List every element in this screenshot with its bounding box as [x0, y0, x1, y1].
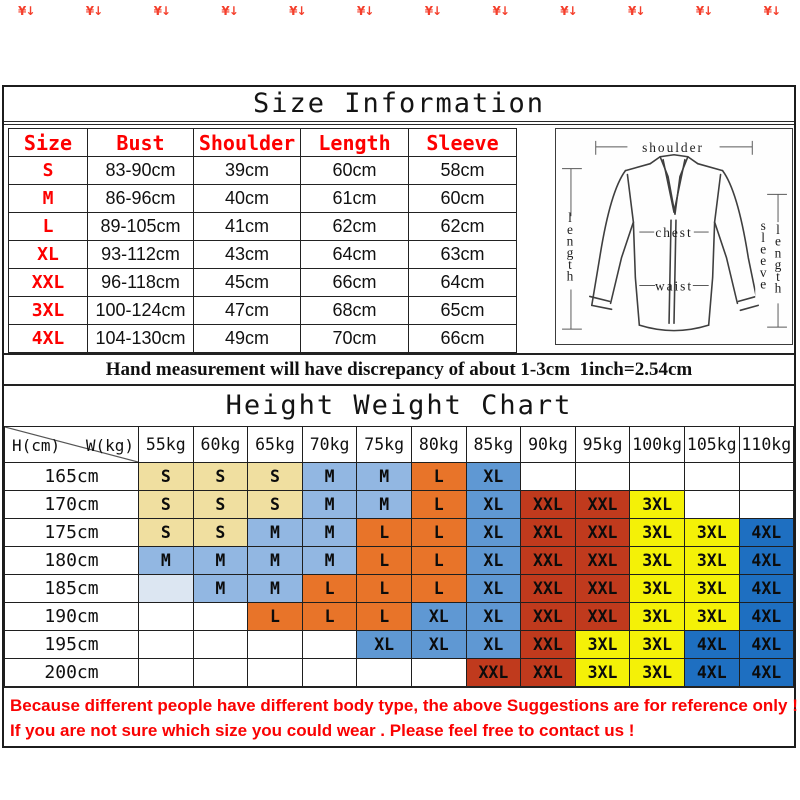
size-recommendation-cell: M: [302, 547, 357, 575]
empty-cell: [739, 491, 794, 519]
size-label-cell: XL: [9, 241, 88, 269]
size-label-cell: XXL: [9, 269, 88, 297]
size-recommendation-cell: M: [248, 547, 303, 575]
size-recommendation-cell: XXL: [575, 519, 630, 547]
measurement-cell: 60cm: [301, 157, 409, 185]
size-recommendation-cell: S: [193, 519, 248, 547]
measurement-cell: 65cm: [409, 297, 517, 325]
size-recommendation-cell: M: [357, 491, 412, 519]
size-recommendation-cell: XXL: [521, 547, 576, 575]
measurement-cell: 64cm: [409, 269, 517, 297]
size-recommendation-cell: M: [302, 519, 357, 547]
empty-cell: [248, 659, 303, 687]
size-label-cell: M: [9, 185, 88, 213]
height-weight-chart-title: Height Weight Chart: [225, 390, 573, 421]
empty-cell: [302, 659, 357, 687]
grid-row: [5, 491, 794, 519]
weight-header-cell: 100kg: [630, 427, 685, 463]
size-recommendation-cell: L: [411, 491, 466, 519]
size-recommendation-cell: XXL: [521, 575, 576, 603]
red-watermark-icon: ¥↓: [153, 4, 170, 18]
disclaimer-footer: [4, 686, 798, 745]
length-label-vertical: l e n g t h: [566, 210, 576, 284]
size-recommendation-cell: XXL: [575, 491, 630, 519]
empty-cell: [193, 659, 248, 687]
size-recommendation-cell: XL: [466, 463, 521, 491]
empty-cell: [139, 575, 194, 603]
size-recommendation-cell: 3XL: [684, 519, 739, 547]
shirt-outline: [590, 155, 758, 331]
size-recommendation-cell: 4XL: [739, 631, 794, 659]
measurement-cell: 96-118cm: [88, 269, 194, 297]
size-recommendation-cell: 3XL: [575, 631, 630, 659]
top-watermark-row: [18, 4, 780, 18]
empty-cell: [684, 463, 739, 491]
size-recommendation-cell: L: [248, 603, 303, 631]
empty-cell: [302, 631, 357, 659]
grid-row: [5, 659, 794, 687]
size-table-row: [9, 157, 517, 185]
disclaimer-line-2: If you are not sure which size you could wear . Please feel free to contact us !: [10, 721, 635, 740]
size-recommendation-cell: L: [411, 463, 466, 491]
size-recommendation-cell: 4XL: [739, 603, 794, 631]
height-label-cell: 200cm: [5, 659, 139, 687]
size-recommendation-cell: 3XL: [630, 547, 685, 575]
size-recommendation-cell: XXL: [521, 631, 576, 659]
empty-cell: [575, 463, 630, 491]
empty-cell: [193, 631, 248, 659]
height-label-cell: 165cm: [5, 463, 139, 491]
size-recommendation-cell: XL: [466, 491, 521, 519]
weight-header-cell: 75kg: [357, 427, 412, 463]
red-watermark-icon: ¥↓: [492, 4, 509, 18]
measurement-cell: 45cm: [194, 269, 301, 297]
red-watermark-icon: ¥↓: [424, 4, 442, 18]
empty-cell: [411, 659, 466, 687]
size-recommendation-cell: 3XL: [684, 603, 739, 631]
size-recommendation-cell: XXL: [521, 659, 576, 687]
size-recommendation-cell: XXL: [575, 547, 630, 575]
size-recommendation-cell: XL: [357, 631, 412, 659]
size-table-header: Bust: [88, 129, 194, 157]
size-recommendation-cell: XL: [411, 631, 466, 659]
measurement-cell: 60cm: [409, 185, 517, 213]
size-table-header: Sleeve: [409, 129, 517, 157]
measurement-cell: 58cm: [409, 157, 517, 185]
height-weight-grid: [4, 426, 794, 687]
weight-header-cell: 65kg: [248, 427, 303, 463]
size-recommendation-cell: L: [357, 603, 412, 631]
size-recommendation-cell: L: [357, 547, 412, 575]
size-recommendation-cell: XXL: [575, 603, 630, 631]
size-recommendation-cell: XXL: [466, 659, 521, 687]
red-watermark-icon: ¥↓: [18, 4, 35, 18]
red-watermark-icon: ¥↓: [221, 4, 238, 18]
weight-header-cell: 95kg: [575, 427, 630, 463]
weight-header-cell: 80kg: [411, 427, 466, 463]
size-recommendation-cell: S: [139, 491, 194, 519]
grid-row: [5, 603, 794, 631]
height-axis-label: H(cm): [12, 436, 61, 455]
measurement-cell: 83-90cm: [88, 157, 194, 185]
empty-cell: [248, 631, 303, 659]
size-recommendation-cell: L: [357, 519, 412, 547]
size-label-cell: 4XL: [9, 325, 88, 353]
size-recommendation-cell: L: [411, 575, 466, 603]
size-recommendation-cell: S: [193, 463, 248, 491]
measurement-cell: 62cm: [409, 213, 517, 241]
size-table-row: [9, 325, 517, 353]
measurement-cell: 70cm: [301, 325, 409, 353]
measurement-cell: 62cm: [301, 213, 409, 241]
size-recommendation-cell: XL: [466, 547, 521, 575]
empty-cell: [357, 659, 412, 687]
size-table-header-row: [9, 129, 517, 157]
size-recommendation-cell: 3XL: [684, 575, 739, 603]
red-watermark-icon: ¥↓: [695, 4, 713, 18]
size-recommendation-cell: M: [302, 463, 357, 491]
size-recommendation-cell: 3XL: [684, 547, 739, 575]
page-title: Size Information: [4, 87, 794, 125]
sleeve-label-vertical: s l e e v e: [759, 218, 769, 292]
measurement-cell: 68cm: [301, 297, 409, 325]
size-table-header: Size: [9, 129, 88, 157]
size-recommendation-cell: L: [302, 603, 357, 631]
size-table-row: [9, 269, 517, 297]
size-recommendation-cell: 4XL: [684, 631, 739, 659]
size-recommendation-cell: L: [357, 575, 412, 603]
measurement-cell: 89-105cm: [88, 213, 194, 241]
size-recommendation-cell: XL: [411, 603, 466, 631]
shoulder-label: shoulder: [642, 139, 704, 155]
red-watermark-icon: ¥↓: [289, 4, 306, 18]
size-recommendation-cell: S: [193, 491, 248, 519]
size-recommendation-cell: 3XL: [630, 603, 685, 631]
grid-row: [5, 463, 794, 491]
red-watermark-icon: ¥↓: [560, 4, 577, 18]
size-recommendation-cell: M: [193, 575, 248, 603]
red-watermark-icon: ¥↓: [763, 4, 780, 18]
measurement-cell: 66cm: [301, 269, 409, 297]
measurement-cell: 47cm: [194, 297, 301, 325]
size-table-row: [9, 297, 517, 325]
size-recommendation-cell: S: [139, 519, 194, 547]
size-table-row: [9, 185, 517, 213]
size-label-cell: 3XL: [9, 297, 88, 325]
empty-cell: [684, 491, 739, 519]
size-label-cell: L: [9, 213, 88, 241]
size-recommendation-cell: 3XL: [630, 519, 685, 547]
measurement-cell: 86-96cm: [88, 185, 194, 213]
size-table-row: [9, 213, 517, 241]
measurement-cell: 66cm: [409, 325, 517, 353]
height-label-cell: 190cm: [5, 603, 139, 631]
size-recommendation-cell: L: [411, 547, 466, 575]
shirt-diagram-svg: [556, 129, 792, 344]
chest-label: chest: [655, 224, 693, 240]
empty-cell: [139, 659, 194, 687]
size-recommendation-cell: L: [302, 575, 357, 603]
measurement-cell: 63cm: [409, 241, 517, 269]
weight-axis-label: W(kg): [85, 436, 134, 455]
empty-cell: [521, 463, 576, 491]
empty-cell: [139, 603, 194, 631]
measurement-cell: 43cm: [194, 241, 301, 269]
grid-row: [5, 547, 794, 575]
size-label-cell: S: [9, 157, 88, 185]
size-table-header: Shoulder: [194, 129, 301, 157]
weight-header-cell: 110kg: [739, 427, 794, 463]
weight-header-cell: 60kg: [193, 427, 248, 463]
size-recommendation-cell: XXL: [521, 491, 576, 519]
weight-header-cell: 70kg: [302, 427, 357, 463]
grid-row: [5, 519, 794, 547]
empty-cell: [739, 463, 794, 491]
size-recommendation-cell: 3XL: [630, 575, 685, 603]
size-table-row: [9, 241, 517, 269]
height-label-cell: 175cm: [5, 519, 139, 547]
measurement-cell: 41cm: [194, 213, 301, 241]
measurement-cell: 49cm: [194, 325, 301, 353]
size-recommendation-cell: 4XL: [739, 547, 794, 575]
measurement-cell: 64cm: [301, 241, 409, 269]
height-label-cell: 170cm: [5, 491, 139, 519]
measurement-cell: 39cm: [194, 157, 301, 185]
measurement-cell: 61cm: [301, 185, 409, 213]
sleeve-length-label-vertical: l e n g t h: [774, 222, 784, 296]
size-recommendation-cell: 3XL: [630, 659, 685, 687]
weight-header-cell: 105kg: [684, 427, 739, 463]
size-recommendation-cell: M: [193, 547, 248, 575]
waist-label: waist: [654, 278, 694, 294]
size-recommendation-cell: M: [248, 519, 303, 547]
empty-cell: [139, 631, 194, 659]
size-recommendation-cell: S: [248, 463, 303, 491]
height-label-cell: 195cm: [5, 631, 139, 659]
shirt-measurement-diagram: [555, 128, 793, 345]
red-watermark-icon: ¥↓: [85, 4, 103, 18]
weight-header-cell: 55kg: [139, 427, 194, 463]
grid-header-row: [5, 427, 794, 463]
size-recommendation-cell: XXL: [521, 519, 576, 547]
size-recommendation-cell: XL: [466, 519, 521, 547]
size-recommendation-cell: S: [248, 491, 303, 519]
size-recommendation-cell: S: [139, 463, 194, 491]
size-recommendation-cell: 3XL: [630, 631, 685, 659]
empty-cell: [630, 463, 685, 491]
size-recommendation-cell: 4XL: [739, 575, 794, 603]
grid-row: [5, 631, 794, 659]
size-recommendation-cell: 4XL: [684, 659, 739, 687]
size-recommendation-cell: L: [411, 519, 466, 547]
size-recommendation-cell: M: [139, 547, 194, 575]
measurement-note: Hand measurement will have discrepancy of about 1-3cm 1inch=2.54cm: [4, 353, 794, 386]
measurement-cell: 104-130cm: [88, 325, 194, 353]
weight-header-cell: 85kg: [466, 427, 521, 463]
size-recommendation-cell: XXL: [575, 575, 630, 603]
red-watermark-icon: ¥↓: [356, 4, 374, 18]
empty-cell: [193, 603, 248, 631]
measurement-cell: 93-112cm: [88, 241, 194, 269]
size-recommendation-cell: XXL: [521, 603, 576, 631]
size-recommendation-cell: 4XL: [739, 659, 794, 687]
size-recommendation-cell: 3XL: [575, 659, 630, 687]
height-label-cell: 180cm: [5, 547, 139, 575]
height-label-cell: 185cm: [5, 575, 139, 603]
red-watermark-icon: ¥↓: [628, 4, 645, 18]
disclaimer-line-1: Because different people have different body type, the above Suggestions are for reference only !: [10, 696, 798, 715]
size-recommendation-cell: XL: [466, 575, 521, 603]
size-info-panel: [2, 85, 796, 748]
grid-corner-cell: [5, 427, 139, 463]
measurement-cell: 100-124cm: [88, 297, 194, 325]
grid-row: [5, 575, 794, 603]
size-recommendation-cell: M: [248, 575, 303, 603]
size-table-header: Length: [301, 129, 409, 157]
size-recommendation-cell: XL: [466, 603, 521, 631]
size-table: [8, 128, 517, 353]
size-recommendation-cell: 4XL: [739, 519, 794, 547]
size-recommendation-cell: M: [357, 463, 412, 491]
size-recommendation-cell: XL: [466, 631, 521, 659]
weight-header-cell: 90kg: [521, 427, 576, 463]
size-recommendation-cell: M: [302, 491, 357, 519]
size-recommendation-cell: 3XL: [630, 491, 685, 519]
measurement-cell: 40cm: [194, 185, 301, 213]
